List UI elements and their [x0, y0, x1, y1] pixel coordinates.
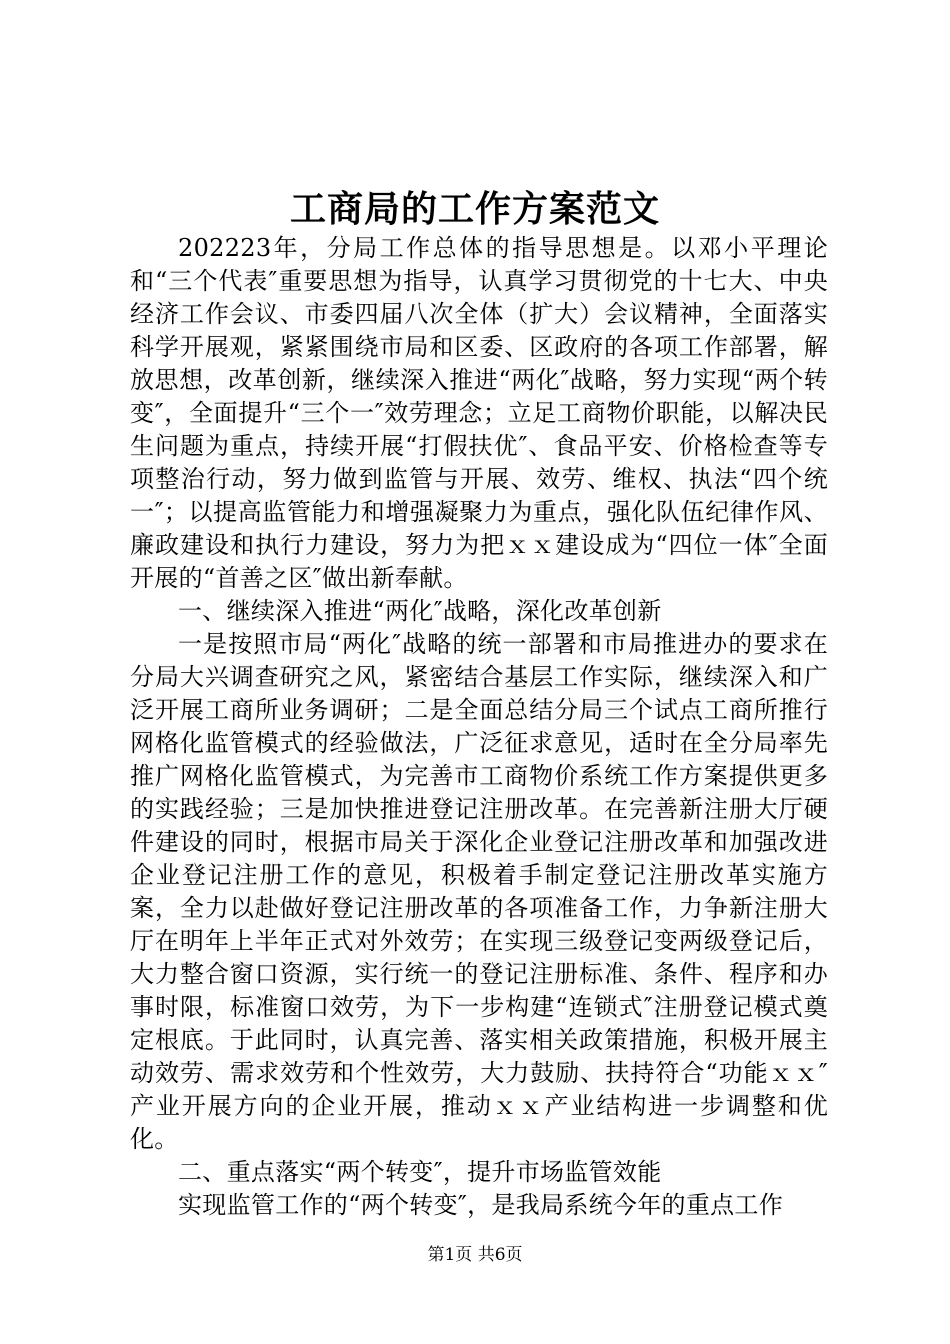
document-title: 工商局的工作方案范文 — [289, 188, 660, 230]
paragraph-guiding-thought: 202223年，分局工作总体的指导思想是。以邓小平理论和“三个代表″重要思想为指导，认真学习贯彻党的十七大、中央经济工作会议、市委四届八次全体（扩大）会议精神，全面落实科学开展观，紧紧围绕市局和区委、区政府的各项工作部署，解放思想，改革创新，继续深入推进“两化″战略，努力实现“两个转变″，全面提升“三个一″效劳理念；立足工商物价职能，以解决民生问题为重点，持续开展“打假扶优″、食品平安、价格检查等专项整治行动，努力做到监管与开展、效劳、维权、执法“四个统一″；以提高监管能力和增强凝聚力为重点，强化队伍纪律作风、廉政建设和执行力建设，努力为把ｘｘ建设成为“四位一体″全面开展的“首善之区″做出新奉献。 — [130, 234, 828, 592]
page-number-footer: 第1页 共6页 — [427, 1245, 523, 1265]
document-body — [130, 232, 828, 1222]
paragraph-section-2: 实现监管工作的“两个转变″，是我局系统今年的重点工作 — [178, 1191, 784, 1219]
section-heading-1: 一、继续深入推进“两化″战略，深化改革创新 — [178, 597, 662, 625]
paragraph-section-1: 一是按照市局“两化″战略的统一部署和市局推进办的要求在分局大兴调查研究之风，紧密结合基层工作实际，继续深入和广泛开展工商所业务调研；二是全面总结分局三个试点工商所推行网格化监管模式的经验做法，广泛征求意见，适时在全分局率先推广网格化监管模式，为完善市工商物价系统工作方案提供更多的实践经验；三是加快推进登记注册改革。在完善新注册大厅硬件建设的同时，根据市局关于深化企业登记注册改革和加强改进企业登记注册工作的意见，积极着手制定登记注册改革实施方案，全力以赴做好登记注册改革的各项准备工作，力争新注册大厅在明年上半年正式对外效劳；在实现三级登记变两级登记后，大力整合窗口资源，实行统一的登记注册标准、条件、程序和办事时限，标准窗口效劳，为下一步构建“连锁式″注册登记模式奠定根底。于此同时，认真完善、落实相关政策措施，积极开展主动效劳、需求效劳和个性效劳，大力鼓励、扶持符合“功能ｘｘ″产业开展方向的企业开展，推动ｘｘ产业结构进一步调整和优化。 — [130, 630, 828, 1153]
section-heading-2: 二、重点落实“两个转变″，提升市场监管效能 — [178, 1158, 662, 1186]
